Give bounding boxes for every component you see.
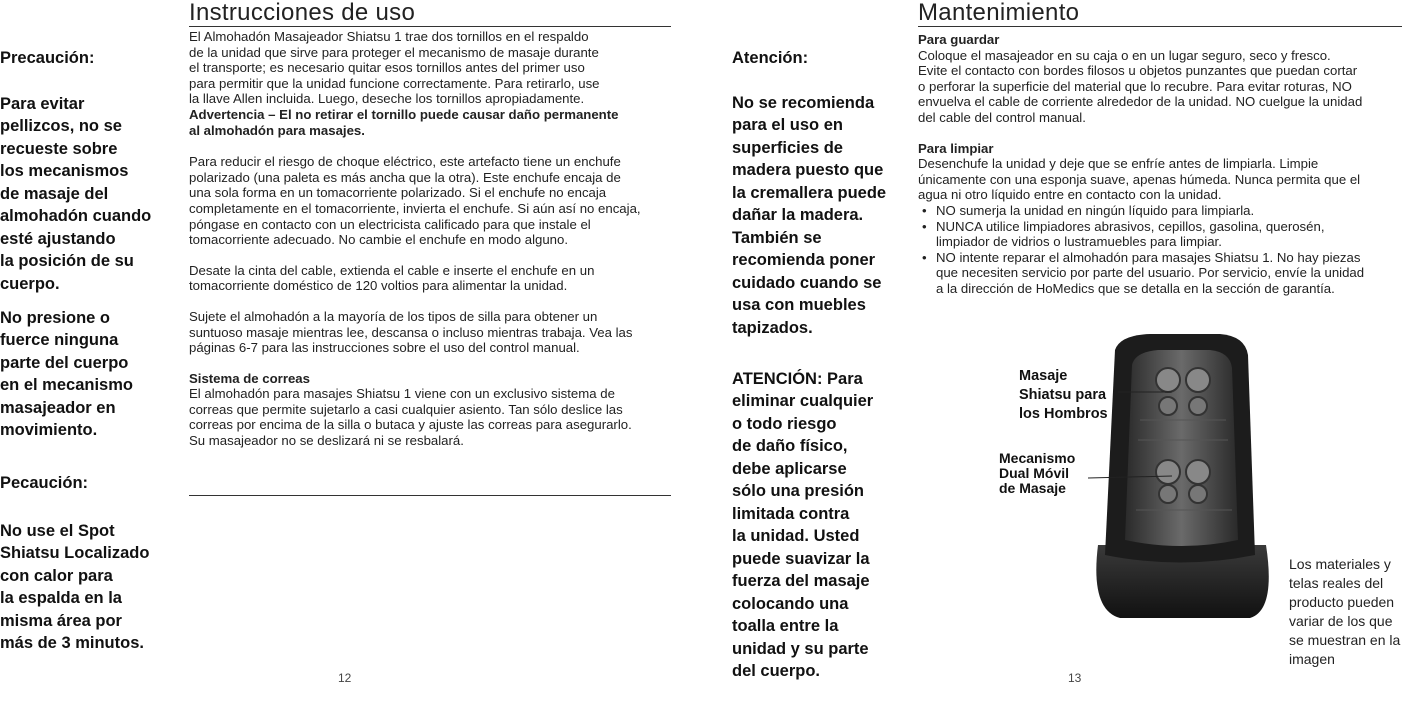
caution-2-text: No presione o fuerce ninguna parte del cuerpo en el mecanismo masajeador en movimiento. [0,308,133,439]
storage-heading: Para guardar [918,32,1000,47]
instructions-title-rule [189,26,671,27]
attention-1-heading: Atención: [732,48,809,67]
maintenance-title: Mantenimiento [918,0,1080,26]
instructions-warning: Advertencia – El no retirar el tornillo puede causar daño permanente al almohadón para masajes. [189,106,619,138]
caution-3-heading: Pecaución: [0,473,89,492]
attention-1-text: No se recomienda para el uso en superficies de madera puesto que la cremallera puede dañar la madera. También se recomienda poner cuidado cuando se usa con muebles tapizados. [732,93,887,337]
instructions-para-2: Para reducir el riesgo de choque eléctrico, este artefacto tiene un enchufe polarizado (una paleta es más ancha que la otra). Este enchufe encaja de una sola forma en un tomacorriente polarizado. Si el enchufe no encaja completamente en el tomacorriente, invierta el enchufe. Si aún así no encaja, póngase en contacto con un electricista calificado para que instale el tomacorriente adecuado. No cambie el enchufe en modo alguno. [189,154,641,248]
caution-1-heading: Precaución: [0,48,95,67]
instructions-para-3: Desate la cinta del cable, extienda el cable e inserte el enchufe en un tomacorriente doméstico de 120 voltios para alimentar la unidad. [189,262,595,294]
materials-note: Los materiales y telas reales del producto pueden variar de los que se muestran en la imagen [1289,556,1401,667]
cleaning-bullet: • NUNCA utilice limpiadores abrasivos, cepillos, gasolina, querosén, limpiador de vidrios o lustramuebles para limpiar. [918,219,1404,250]
caution-3-text: No use el Spot Shiatsu Localizado con calor para la espalda en la misma área por más de 3 minutos. [0,521,150,652]
cleaning-bullets [918,203,1404,297]
attention-2 [732,345,907,705]
callout-shoulders: Masaje Shiatsu para los Hombros [1019,368,1108,422]
caution-1 [0,24,170,318]
straps-text: El almohadón para masajes Shiatsu 1 viene con un exclusivo sistema de correas que permite sujetarlo a casi cualquier asiento. Tan sólo deslice las correas por encima de la silla o butaca y ajuste las correas para asegurarlo. Su masajeador no se deslizará ni se resbalará. [189,386,632,449]
maintenance-title-rule [918,26,1402,27]
page-number-right: 13 [1068,671,1082,685]
cleaning-text: Desenchufe la unidad y deje que se enfríe antes de limpiarla. Limpie únicamente con una esponja suave, apenas húmeda. Nunca permita que el agua ni otro líquido entre en contacto con la unidad. [918,156,1361,203]
instructions-bottom-rule [189,495,671,496]
callout-dual-mechanism: Mecanismo Dual Móvil de Masaje [999,450,1076,496]
cleaning-heading: Para limpiar [918,140,994,156]
cleaning-bullet: • NO sumerja la unidad en ningún líquido para limpiarla. [918,203,1404,219]
attention-2-text: ATENCIÓN: Para eliminar cualquier o todo riesgo de daño físico, debe aplicarse sólo una presión limitada contra la unidad. Usted puede suavizar la fuerza del masaje colocando una toalla entre la unidad y su parte del cuerpo. [732,369,874,680]
cleaning-bullet: • NO intente reparar el almohadón para masajes Shiatsu 1. No hay piezas que necesiten servicio por parte del usuario. Por servicio, envíe la unidad a la dirección de HoMedics que se detalla en la sección de garantía. [918,250,1404,297]
instructions-title: Instrucciones de uso [189,0,416,26]
maintenance-body [918,32,1404,297]
straps-heading: Sistema de correas [189,370,310,386]
attention-1 [732,24,907,362]
instructions-para-1: El Almohadón Masajeador Shiatsu 1 trae dos tornillos en el respaldo de la unidad que sirve para proteger el mecanismo de masaje durante el transporte; es necesario quitar esos tornillos antes del primer uso para permitir que la unidad funcione correctamente. Para retirarlo, use la llave Allen incluida. Luego, deseche los tornillos apropiadamente. [189,29,600,107]
caution-2 [0,284,170,464]
instructions-para-4: Sujete el almohadón a la mayoría de los tipos de silla para obtener un suntuoso masaje mientras lee, descansa o incluso mientras trabaja. Vea las páginas 6-7 para las instrucciones sobre el uso del control manual. [189,308,633,356]
instructions-body [189,29,674,449]
caution-3 [0,449,170,677]
page-number-left: 12 [338,671,352,685]
storage-text: Coloque el masajeador en su caja o en un lugar seguro, seco y fresco. Evite el contacto con bordes filosos u objetos punzantes que puedan cortar o perforar la superficie del material que lo recubre. Para evitar roturas, NO envuelva el cable de corriente alrededor de la unidad. NO cuelgue la unidad del cable del control manual. [918,47,1363,125]
caution-1-text: Para evitar pellizcos, no se recueste sobre los mecanismos de masaje del almohadón cuando esté ajustando la posición de su cuerpo. [0,94,152,293]
